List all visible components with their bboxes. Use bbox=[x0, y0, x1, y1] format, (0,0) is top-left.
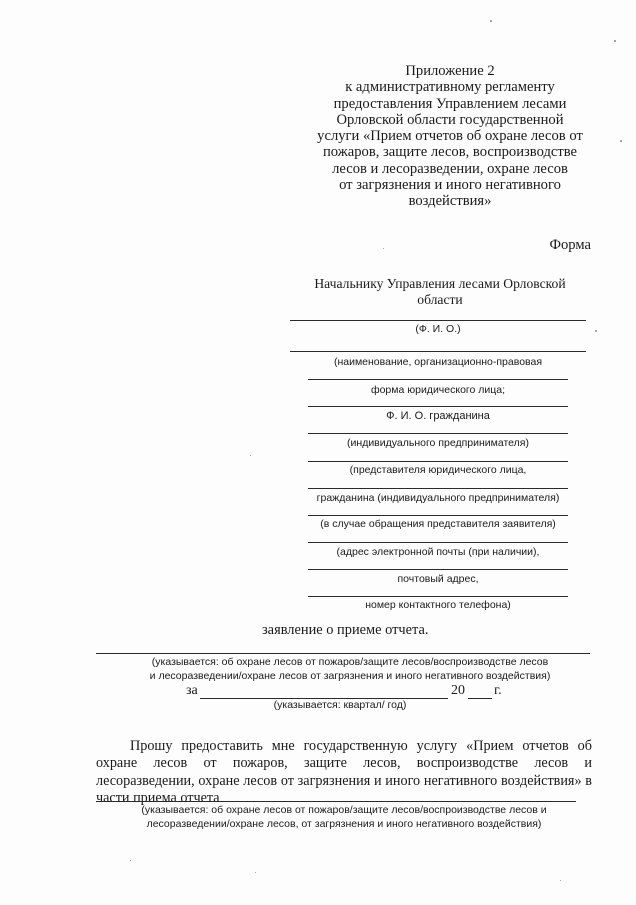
fill-line[interactable] bbox=[308, 406, 568, 407]
field-caption: (индивидуального предпринимателя) bbox=[347, 437, 529, 449]
fill-line[interactable] bbox=[308, 433, 568, 434]
scan-speck bbox=[620, 140, 622, 142]
addressee-line: области bbox=[417, 292, 463, 307]
appendix-line: к административному регламенту bbox=[345, 79, 555, 96]
fill-line[interactable] bbox=[308, 461, 568, 462]
appendix-line: Орловской области государственной bbox=[336, 111, 564, 128]
field-caption: гражданина (индивидуального предпринимателя) bbox=[316, 492, 560, 504]
scan-speck bbox=[383, 248, 384, 249]
fill-line-report-type[interactable] bbox=[96, 653, 590, 654]
appendix-line: пожаров, защите лесов, воспроизводстве bbox=[322, 144, 578, 161]
fill-line-request[interactable] bbox=[96, 801, 576, 802]
field-caption: (Ф. И. О.) bbox=[415, 323, 461, 335]
appendix-line: лесов и лесоразведении, охране лесов bbox=[332, 160, 568, 177]
caption-line: (указывается: об охране лесов от пожаров/защите лесов/воспроизводстве лесов bbox=[151, 656, 549, 668]
fill-line[interactable] bbox=[308, 569, 568, 570]
fill-line[interactable] bbox=[290, 351, 586, 352]
field-caption: Ф. И. О. гражданина bbox=[386, 410, 490, 422]
fill-line[interactable] bbox=[308, 596, 568, 597]
field-caption: почтовый адрес, bbox=[397, 573, 479, 585]
fill-line[interactable] bbox=[308, 379, 568, 380]
field-caption: номер контактного телефона) bbox=[365, 599, 511, 611]
fill-line[interactable] bbox=[308, 515, 568, 516]
field-caption: (наименование, организационно-правовая bbox=[333, 356, 543, 368]
field-caption: (представителя юридического лица, bbox=[349, 464, 527, 476]
addressee-block bbox=[300, 276, 580, 308]
field-caption: (в случае обращения представителя заявителя) bbox=[320, 518, 556, 530]
fill-line[interactable] bbox=[308, 542, 568, 543]
statement-title: заявление о приеме отчета. bbox=[262, 622, 429, 638]
request-paragraph: Прошу предоставить мне государственную услугу «Прием отчетов об охране лесов от пожаров, защите лесов, воспроизводстве лесов и лесоразведении, охране лесов от загрязнения и иного негативного воздействия» в части приема отчета bbox=[96, 738, 592, 807]
appendix-line: Приложение 2 bbox=[405, 63, 495, 79]
period-caption: (указывается: квартал/ год) bbox=[273, 699, 407, 711]
fill-line[interactable] bbox=[308, 488, 568, 489]
fill-line[interactable] bbox=[290, 320, 586, 321]
appendix-line: от загрязнения и иного негативного bbox=[339, 177, 561, 194]
field-caption: форма юридического лица; bbox=[370, 384, 506, 396]
form-label: Форма bbox=[549, 237, 591, 253]
bottom-caption bbox=[96, 803, 592, 831]
scan-speck bbox=[255, 872, 256, 873]
appendix-line: предоставления Управлением лесами bbox=[333, 95, 567, 112]
period-prefix: за bbox=[186, 683, 198, 698]
caption-line: лесоразведении/охране лесов, от загрязнения и иного негативного воздействия) bbox=[146, 818, 542, 830]
scan-speck bbox=[490, 20, 492, 22]
report-type-caption bbox=[105, 655, 595, 683]
scan-speck bbox=[595, 330, 597, 332]
scan-speck bbox=[560, 880, 561, 881]
scan-speck bbox=[130, 860, 131, 861]
appendix-line: воздействия» bbox=[408, 193, 492, 210]
scan-speck bbox=[250, 455, 251, 456]
caption-line: и лесоразведении/охране лесов от загрязнения и иного негативного воздействия) bbox=[149, 670, 551, 682]
caption-line: (указывается: об охране лесов от пожаров/защите лесов/воспроизводстве лесов и bbox=[141, 804, 547, 816]
scan-speck bbox=[614, 40, 616, 42]
appendix-line: услуги «Прием отчетов об охране лесов от bbox=[317, 128, 583, 145]
year-prefix: 20 bbox=[451, 683, 465, 698]
year-suffix: г. bbox=[494, 683, 502, 698]
field-caption: (адрес электронной почты (при наличии), bbox=[336, 546, 540, 558]
addressee-line: Начальнику Управления лесами Орловской bbox=[314, 276, 566, 291]
appendix-header bbox=[300, 63, 600, 210]
